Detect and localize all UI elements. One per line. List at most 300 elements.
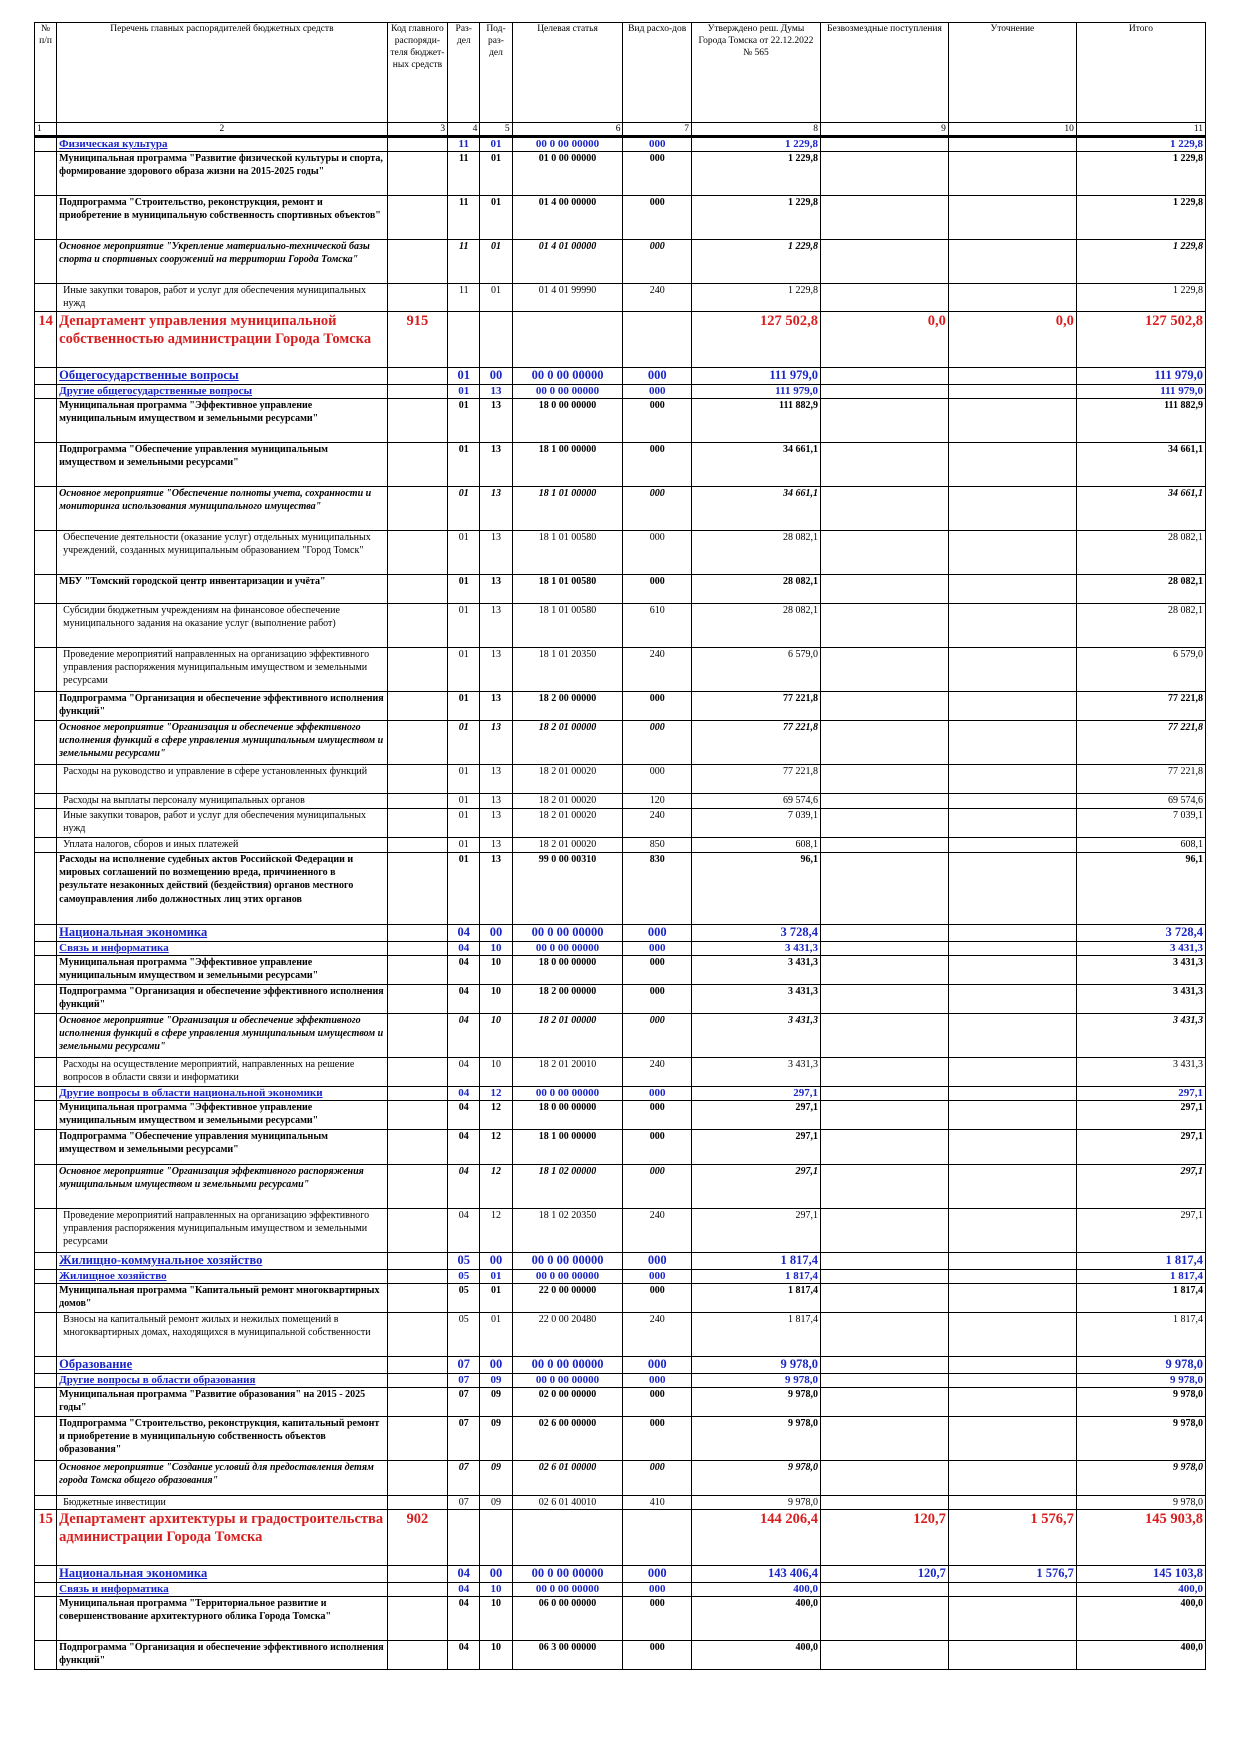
row-approved-amount: 6 579,0 bbox=[691, 648, 820, 692]
row-adjust-amount bbox=[948, 385, 1076, 399]
table-row bbox=[35, 1165, 1206, 1209]
row-expense-type: 000 bbox=[623, 487, 692, 531]
col-index-5: 5 bbox=[480, 123, 512, 137]
row-razdel: 01 bbox=[448, 838, 480, 853]
row-podrazdel: 13 bbox=[480, 385, 512, 399]
row-name: Муниципальная программа "Развитие образования" на 2015 - 2025 годы" bbox=[57, 1388, 388, 1417]
row-manager-code bbox=[387, 1284, 447, 1313]
row-gratis-amount bbox=[820, 487, 948, 531]
row-podrazdel: 10 bbox=[480, 1597, 512, 1641]
row-target-article: 18 2 01 00000 bbox=[512, 1014, 623, 1058]
row-approved-amount: 77 221,8 bbox=[691, 692, 820, 721]
col-number-header: № п/п bbox=[35, 23, 57, 123]
table-row bbox=[35, 853, 1206, 925]
row-name: Основное мероприятие "Обеспечение полноты учета, сохранности и мониторинга использования муниципального имущества" bbox=[57, 487, 388, 531]
row-adjust-amount bbox=[948, 1253, 1076, 1270]
row-name: Муниципальная программа "Эффективное управление муниципальным имуществом и земельными ресурсами" bbox=[57, 956, 388, 985]
row-gratis-amount bbox=[820, 1087, 948, 1101]
table-row bbox=[35, 1087, 1206, 1101]
row-approved-amount: 1 817,4 bbox=[691, 1313, 820, 1357]
row-total-amount: 9 978,0 bbox=[1076, 1417, 1205, 1461]
table-row bbox=[35, 575, 1206, 604]
row-total-amount: 1 229,8 bbox=[1076, 152, 1205, 196]
row-total-amount: 9 978,0 bbox=[1076, 1374, 1205, 1388]
row-manager-code bbox=[387, 925, 447, 942]
row-expense-type: 830 bbox=[623, 853, 692, 925]
row-number bbox=[35, 1209, 57, 1253]
row-adjust-amount bbox=[948, 648, 1076, 692]
row-razdel: 04 bbox=[448, 1566, 480, 1583]
row-podrazdel: 12 bbox=[480, 1165, 512, 1209]
row-total-amount: 9 978,0 bbox=[1076, 1496, 1205, 1510]
table-row bbox=[35, 312, 1206, 368]
row-total-amount: 297,1 bbox=[1076, 1130, 1205, 1165]
row-manager-code bbox=[387, 1417, 447, 1461]
col-index-11: 11 bbox=[1076, 123, 1205, 137]
row-expense-type: 000 bbox=[623, 1101, 692, 1130]
row-name: Другие вопросы в области образования bbox=[57, 1374, 388, 1388]
row-number bbox=[35, 1014, 57, 1058]
row-number bbox=[35, 1496, 57, 1510]
row-approved-amount: 400,0 bbox=[691, 1597, 820, 1641]
col-expense-type-header: Вид расхо-дов bbox=[623, 23, 692, 123]
row-manager-code bbox=[387, 152, 447, 196]
row-adjust-amount bbox=[948, 1357, 1076, 1374]
table-row bbox=[35, 1270, 1206, 1284]
row-total-amount: 1 817,4 bbox=[1076, 1270, 1205, 1284]
row-name: Физическая культура bbox=[57, 137, 388, 152]
row-gratis-amount bbox=[820, 1641, 948, 1670]
row-razdel: 07 bbox=[448, 1388, 480, 1417]
row-manager-code bbox=[387, 196, 447, 240]
row-total-amount: 7 039,1 bbox=[1076, 809, 1205, 838]
row-manager-code bbox=[387, 284, 447, 312]
row-total-amount: 297,1 bbox=[1076, 1209, 1205, 1253]
row-adjust-amount bbox=[948, 196, 1076, 240]
row-podrazdel: 00 bbox=[480, 1253, 512, 1270]
row-adjust-amount bbox=[948, 284, 1076, 312]
row-target-article: 18 2 01 00020 bbox=[512, 809, 623, 838]
row-name: Подпрограмма "Строительство, реконструкция, ремонт и приобретение в муниципальную собственность спортивных объектов" bbox=[57, 196, 388, 240]
row-number bbox=[35, 721, 57, 765]
row-expense-type: 000 bbox=[623, 692, 692, 721]
row-adjust-amount bbox=[948, 531, 1076, 575]
row-podrazdel: 13 bbox=[480, 794, 512, 809]
row-expense-type: 000 bbox=[623, 721, 692, 765]
row-podrazdel: 13 bbox=[480, 721, 512, 765]
row-podrazdel: 09 bbox=[480, 1496, 512, 1510]
row-razdel: 07 bbox=[448, 1417, 480, 1461]
row-name: Национальная экономика bbox=[57, 1566, 388, 1583]
row-total-amount: 96,1 bbox=[1076, 853, 1205, 925]
row-gratis-amount bbox=[820, 1374, 948, 1388]
row-total-amount: 28 082,1 bbox=[1076, 531, 1205, 575]
row-expense-type: 000 bbox=[623, 765, 692, 794]
row-razdel: 11 bbox=[448, 152, 480, 196]
row-adjust-amount bbox=[948, 1313, 1076, 1357]
row-total-amount: 9 978,0 bbox=[1076, 1461, 1205, 1496]
table-row bbox=[35, 692, 1206, 721]
row-manager-code bbox=[387, 385, 447, 399]
row-podrazdel: 01 bbox=[480, 137, 512, 152]
row-name: Общегосударственные вопросы bbox=[57, 368, 388, 385]
row-razdel: 01 bbox=[448, 575, 480, 604]
row-manager-code bbox=[387, 1130, 447, 1165]
row-podrazdel: 12 bbox=[480, 1101, 512, 1130]
row-manager-code bbox=[387, 838, 447, 853]
row-target-article: 01 4 01 99990 bbox=[512, 284, 623, 312]
row-number: 15 bbox=[35, 1510, 57, 1566]
row-target-article: 06 3 00 00000 bbox=[512, 1641, 623, 1670]
row-number bbox=[35, 1101, 57, 1130]
row-gratis-amount bbox=[820, 196, 948, 240]
row-razdel: 11 bbox=[448, 137, 480, 152]
row-adjust-amount bbox=[948, 1165, 1076, 1209]
row-total-amount: 400,0 bbox=[1076, 1583, 1205, 1597]
row-target-article bbox=[512, 312, 623, 368]
row-target-article: 00 0 00 00000 bbox=[512, 368, 623, 385]
row-gratis-amount bbox=[820, 838, 948, 853]
table-row bbox=[35, 809, 1206, 838]
row-razdel: 04 bbox=[448, 942, 480, 956]
table-row bbox=[35, 1253, 1206, 1270]
table-row bbox=[35, 284, 1206, 312]
row-name: Обеспечение деятельности (оказание услуг) отдельных муниципальных учреждений, созданных муниципальным образованием "Город Томск" bbox=[57, 531, 388, 575]
row-podrazdel: 00 bbox=[480, 368, 512, 385]
row-target-article: 18 2 00 00000 bbox=[512, 692, 623, 721]
row-razdel: 01 bbox=[448, 368, 480, 385]
table-row bbox=[35, 1130, 1206, 1165]
row-expense-type: 240 bbox=[623, 648, 692, 692]
row-total-amount: 1 817,4 bbox=[1076, 1253, 1205, 1270]
row-gratis-amount bbox=[820, 152, 948, 196]
row-number bbox=[35, 531, 57, 575]
row-gratis-amount bbox=[820, 604, 948, 648]
row-total-amount: 1 817,4 bbox=[1076, 1284, 1205, 1313]
row-total-amount: 297,1 bbox=[1076, 1087, 1205, 1101]
row-razdel: 01 bbox=[448, 531, 480, 575]
row-target-article: 18 1 01 00580 bbox=[512, 575, 623, 604]
row-name: Подпрограмма "Строительство, реконструкция, капитальный ремонт и приобретение в муниципальную собственность объектов образования" bbox=[57, 1417, 388, 1461]
row-podrazdel: 13 bbox=[480, 765, 512, 794]
row-podrazdel: 12 bbox=[480, 1209, 512, 1253]
row-manager-code bbox=[387, 1313, 447, 1357]
row-gratis-amount bbox=[820, 1496, 948, 1510]
row-target-article: 00 0 00 00000 bbox=[512, 1087, 623, 1101]
row-podrazdel: 10 bbox=[480, 1583, 512, 1597]
table-row bbox=[35, 985, 1206, 1014]
row-razdel: 01 bbox=[448, 399, 480, 443]
row-total-amount: 3 431,3 bbox=[1076, 956, 1205, 985]
row-manager-code bbox=[387, 721, 447, 765]
row-podrazdel: 10 bbox=[480, 942, 512, 956]
row-approved-amount: 34 661,1 bbox=[691, 487, 820, 531]
row-name: Жилищно-коммунальное хозяйство bbox=[57, 1253, 388, 1270]
row-manager-code bbox=[387, 648, 447, 692]
row-expense-type: 240 bbox=[623, 1313, 692, 1357]
row-podrazdel: 12 bbox=[480, 1130, 512, 1165]
row-podrazdel: 09 bbox=[480, 1417, 512, 1461]
row-adjust-amount bbox=[948, 443, 1076, 487]
row-expense-type bbox=[623, 312, 692, 368]
row-number bbox=[35, 196, 57, 240]
row-approved-amount: 9 978,0 bbox=[691, 1496, 820, 1510]
row-approved-amount: 69 574,6 bbox=[691, 794, 820, 809]
row-adjust-amount bbox=[948, 1087, 1076, 1101]
row-number bbox=[35, 985, 57, 1014]
row-gratis-amount bbox=[820, 956, 948, 985]
row-total-amount: 34 661,1 bbox=[1076, 443, 1205, 487]
col-total-header: Итого bbox=[1076, 23, 1205, 123]
table-row bbox=[35, 137, 1206, 152]
row-name: Подпрограмма "Обеспечение управления муниципальным имуществом и земельными ресурсами" bbox=[57, 1130, 388, 1165]
table-row bbox=[35, 1566, 1206, 1583]
table-row bbox=[35, 1058, 1206, 1087]
row-expense-type: 240 bbox=[623, 1209, 692, 1253]
row-number bbox=[35, 838, 57, 853]
col-target-article-header: Целевая статья bbox=[512, 23, 623, 123]
row-name: Национальная экономика bbox=[57, 925, 388, 942]
table-row bbox=[35, 1597, 1206, 1641]
row-total-amount: 127 502,8 bbox=[1076, 312, 1205, 368]
row-name: Подпрограмма "Организация и обеспечение эффективного исполнения функций" bbox=[57, 1641, 388, 1670]
row-razdel: 01 bbox=[448, 648, 480, 692]
row-razdel: 01 bbox=[448, 721, 480, 765]
row-razdel: 01 bbox=[448, 809, 480, 838]
row-total-amount: 111 979,0 bbox=[1076, 385, 1205, 399]
row-manager-code bbox=[387, 1566, 447, 1583]
row-podrazdel: 13 bbox=[480, 648, 512, 692]
row-total-amount: 28 082,1 bbox=[1076, 604, 1205, 648]
row-total-amount: 3 431,3 bbox=[1076, 942, 1205, 956]
row-target-article: 18 2 01 00020 bbox=[512, 794, 623, 809]
row-total-amount: 111 979,0 bbox=[1076, 368, 1205, 385]
row-gratis-amount bbox=[820, 240, 948, 284]
row-gratis-amount bbox=[820, 1357, 948, 1374]
row-razdel: 11 bbox=[448, 284, 480, 312]
row-adjust-amount bbox=[948, 1374, 1076, 1388]
table-row bbox=[35, 399, 1206, 443]
row-expense-type: 000 bbox=[623, 575, 692, 604]
row-target-article: 00 0 00 00000 bbox=[512, 137, 623, 152]
row-approved-amount: 400,0 bbox=[691, 1583, 820, 1597]
row-approved-amount: 96,1 bbox=[691, 853, 820, 925]
row-razdel: 07 bbox=[448, 1496, 480, 1510]
row-expense-type: 000 bbox=[623, 925, 692, 942]
row-razdel: 04 bbox=[448, 1165, 480, 1209]
table-row bbox=[35, 1101, 1206, 1130]
row-adjust-amount bbox=[948, 1417, 1076, 1461]
table-row bbox=[35, 648, 1206, 692]
row-approved-amount: 28 082,1 bbox=[691, 604, 820, 648]
row-approved-amount: 297,1 bbox=[691, 1130, 820, 1165]
row-approved-amount: 1 817,4 bbox=[691, 1284, 820, 1313]
row-razdel bbox=[448, 312, 480, 368]
row-approved-amount: 3 728,4 bbox=[691, 925, 820, 942]
row-approved-amount: 28 082,1 bbox=[691, 575, 820, 604]
row-target-article: 18 2 01 00020 bbox=[512, 838, 623, 853]
row-manager-code bbox=[387, 1087, 447, 1101]
row-adjust-amount bbox=[948, 368, 1076, 385]
row-total-amount: 77 221,8 bbox=[1076, 692, 1205, 721]
row-number bbox=[35, 1270, 57, 1284]
row-razdel: 04 bbox=[448, 1101, 480, 1130]
row-name: Основное мероприятие "Организация и обеспечение эффективного исполнения функций в сфере управления муниципальным имуществом и земельными ресурсами" bbox=[57, 721, 388, 765]
row-manager-code bbox=[387, 692, 447, 721]
row-target-article: 18 1 01 00000 bbox=[512, 487, 623, 531]
table-row bbox=[35, 942, 1206, 956]
row-name: Образование bbox=[57, 1357, 388, 1374]
row-expense-type: 240 bbox=[623, 1058, 692, 1087]
table-row bbox=[35, 240, 1206, 284]
col-index-8: 8 bbox=[691, 123, 820, 137]
row-adjust-amount bbox=[948, 838, 1076, 853]
row-gratis-amount bbox=[820, 721, 948, 765]
table-row bbox=[35, 1461, 1206, 1496]
row-adjust-amount bbox=[948, 1597, 1076, 1641]
row-target-article: 18 1 00 00000 bbox=[512, 443, 623, 487]
row-number bbox=[35, 853, 57, 925]
row-target-article: 00 0 00 00000 bbox=[512, 1583, 623, 1597]
row-adjust-amount: 1 576,7 bbox=[948, 1510, 1076, 1566]
row-adjust-amount bbox=[948, 956, 1076, 985]
row-approved-amount: 9 978,0 bbox=[691, 1388, 820, 1417]
row-manager-code bbox=[387, 1461, 447, 1496]
row-podrazdel: 01 bbox=[480, 240, 512, 284]
row-number bbox=[35, 368, 57, 385]
row-podrazdel: 01 bbox=[480, 1313, 512, 1357]
row-expense-type: 000 bbox=[623, 1165, 692, 1209]
col-approved-header: Утверждено реш. Думы Города Томска от 22.12.2022 № 565 bbox=[691, 23, 820, 123]
row-gratis-amount bbox=[820, 794, 948, 809]
row-gratis-amount bbox=[820, 284, 948, 312]
row-approved-amount: 1 229,8 bbox=[691, 284, 820, 312]
row-approved-amount: 143 406,4 bbox=[691, 1566, 820, 1583]
row-manager-code bbox=[387, 809, 447, 838]
row-target-article: 00 0 00 00000 bbox=[512, 1270, 623, 1284]
row-podrazdel: 09 bbox=[480, 1374, 512, 1388]
row-total-amount: 3 431,3 bbox=[1076, 1014, 1205, 1058]
row-approved-amount: 3 431,3 bbox=[691, 1058, 820, 1087]
row-podrazdel: 00 bbox=[480, 1566, 512, 1583]
row-manager-code bbox=[387, 487, 447, 531]
row-target-article: 18 1 00 00000 bbox=[512, 1130, 623, 1165]
row-adjust-amount bbox=[948, 853, 1076, 925]
row-name: Другие общегосударственные вопросы bbox=[57, 385, 388, 399]
col-index-7: 7 bbox=[623, 123, 692, 137]
row-name: Основное мероприятие "Создание условий для предоставления детям города Томска общего образования" bbox=[57, 1461, 388, 1496]
row-approved-amount: 3 431,3 bbox=[691, 942, 820, 956]
row-total-amount: 111 882,9 bbox=[1076, 399, 1205, 443]
table-row bbox=[35, 1417, 1206, 1461]
row-expense-type: 000 bbox=[623, 942, 692, 956]
row-expense-type: 000 bbox=[623, 1087, 692, 1101]
row-razdel: 01 bbox=[448, 443, 480, 487]
table-row bbox=[35, 1313, 1206, 1357]
row-podrazdel: 13 bbox=[480, 838, 512, 853]
row-gratis-amount bbox=[820, 368, 948, 385]
row-gratis-amount bbox=[820, 1461, 948, 1496]
table-row bbox=[35, 1357, 1206, 1374]
row-gratis-amount bbox=[820, 1130, 948, 1165]
row-total-amount: 1 817,4 bbox=[1076, 1313, 1205, 1357]
row-total-amount: 3 431,3 bbox=[1076, 985, 1205, 1014]
row-number bbox=[35, 1461, 57, 1496]
row-manager-code bbox=[387, 1165, 447, 1209]
table-row bbox=[35, 152, 1206, 196]
row-adjust-amount bbox=[948, 1461, 1076, 1496]
row-adjust-amount bbox=[948, 1496, 1076, 1510]
row-number bbox=[35, 1165, 57, 1209]
row-razdel: 05 bbox=[448, 1270, 480, 1284]
row-gratis-amount bbox=[820, 1165, 948, 1209]
row-podrazdel: 13 bbox=[480, 531, 512, 575]
row-name: Субсидии бюджетным учреждениям на финансовое обеспечение муниципального задания на оказание услуг (выполнение работ) bbox=[57, 604, 388, 648]
row-manager-code bbox=[387, 1014, 447, 1058]
row-razdel: 04 bbox=[448, 1130, 480, 1165]
row-podrazdel: 13 bbox=[480, 853, 512, 925]
row-gratis-amount bbox=[820, 1583, 948, 1597]
row-podrazdel: 01 bbox=[480, 152, 512, 196]
row-total-amount: 9 978,0 bbox=[1076, 1357, 1205, 1374]
row-manager-code bbox=[387, 1496, 447, 1510]
col-name-header: Перечень главных распорядителей бюджетных средств bbox=[57, 23, 388, 123]
row-razdel: 07 bbox=[448, 1357, 480, 1374]
row-manager-code bbox=[387, 604, 447, 648]
row-podrazdel: 01 bbox=[480, 1284, 512, 1313]
row-adjust-amount bbox=[948, 1284, 1076, 1313]
row-razdel: 01 bbox=[448, 385, 480, 399]
row-gratis-amount bbox=[820, 1270, 948, 1284]
table-body bbox=[35, 137, 1206, 1670]
row-expense-type: 000 bbox=[623, 531, 692, 575]
row-approved-amount: 111 979,0 bbox=[691, 368, 820, 385]
row-expense-type: 000 bbox=[623, 1270, 692, 1284]
row-manager-code bbox=[387, 368, 447, 385]
row-approved-amount: 7 039,1 bbox=[691, 809, 820, 838]
row-gratis-amount: 120,7 bbox=[820, 1566, 948, 1583]
col-index-9: 9 bbox=[820, 123, 948, 137]
row-manager-code bbox=[387, 1058, 447, 1087]
row-gratis-amount bbox=[820, 1014, 948, 1058]
row-manager-code bbox=[387, 1253, 447, 1270]
row-total-amount: 77 221,8 bbox=[1076, 765, 1205, 794]
row-podrazdel: 01 bbox=[480, 284, 512, 312]
row-number bbox=[35, 152, 57, 196]
row-razdel: 04 bbox=[448, 1058, 480, 1087]
row-total-amount: 9 978,0 bbox=[1076, 1388, 1205, 1417]
row-razdel: 07 bbox=[448, 1461, 480, 1496]
row-number bbox=[35, 809, 57, 838]
row-gratis-amount bbox=[820, 443, 948, 487]
table-row bbox=[35, 443, 1206, 487]
row-target-article: 01 4 00 00000 bbox=[512, 196, 623, 240]
row-adjust-amount bbox=[948, 1130, 1076, 1165]
row-approved-amount: 3 431,3 bbox=[691, 985, 820, 1014]
row-expense-type: 000 bbox=[623, 196, 692, 240]
row-razdel: 01 bbox=[448, 487, 480, 531]
row-razdel: 04 bbox=[448, 956, 480, 985]
row-name: Проведение мероприятий направленных на организацию эффективного управления распоряжения муниципальным имуществом и земельными ресурсами bbox=[57, 648, 388, 692]
row-approved-amount: 400,0 bbox=[691, 1641, 820, 1670]
row-expense-type: 000 bbox=[623, 368, 692, 385]
row-podrazdel: 10 bbox=[480, 1014, 512, 1058]
row-target-article: 06 0 00 00000 bbox=[512, 1597, 623, 1641]
row-razdel: 07 bbox=[448, 1374, 480, 1388]
row-name: Муниципальная программа "Капитальный ремонт многоквартирных домов" bbox=[57, 1284, 388, 1313]
row-podrazdel: 10 bbox=[480, 1058, 512, 1087]
row-adjust-amount bbox=[948, 137, 1076, 152]
